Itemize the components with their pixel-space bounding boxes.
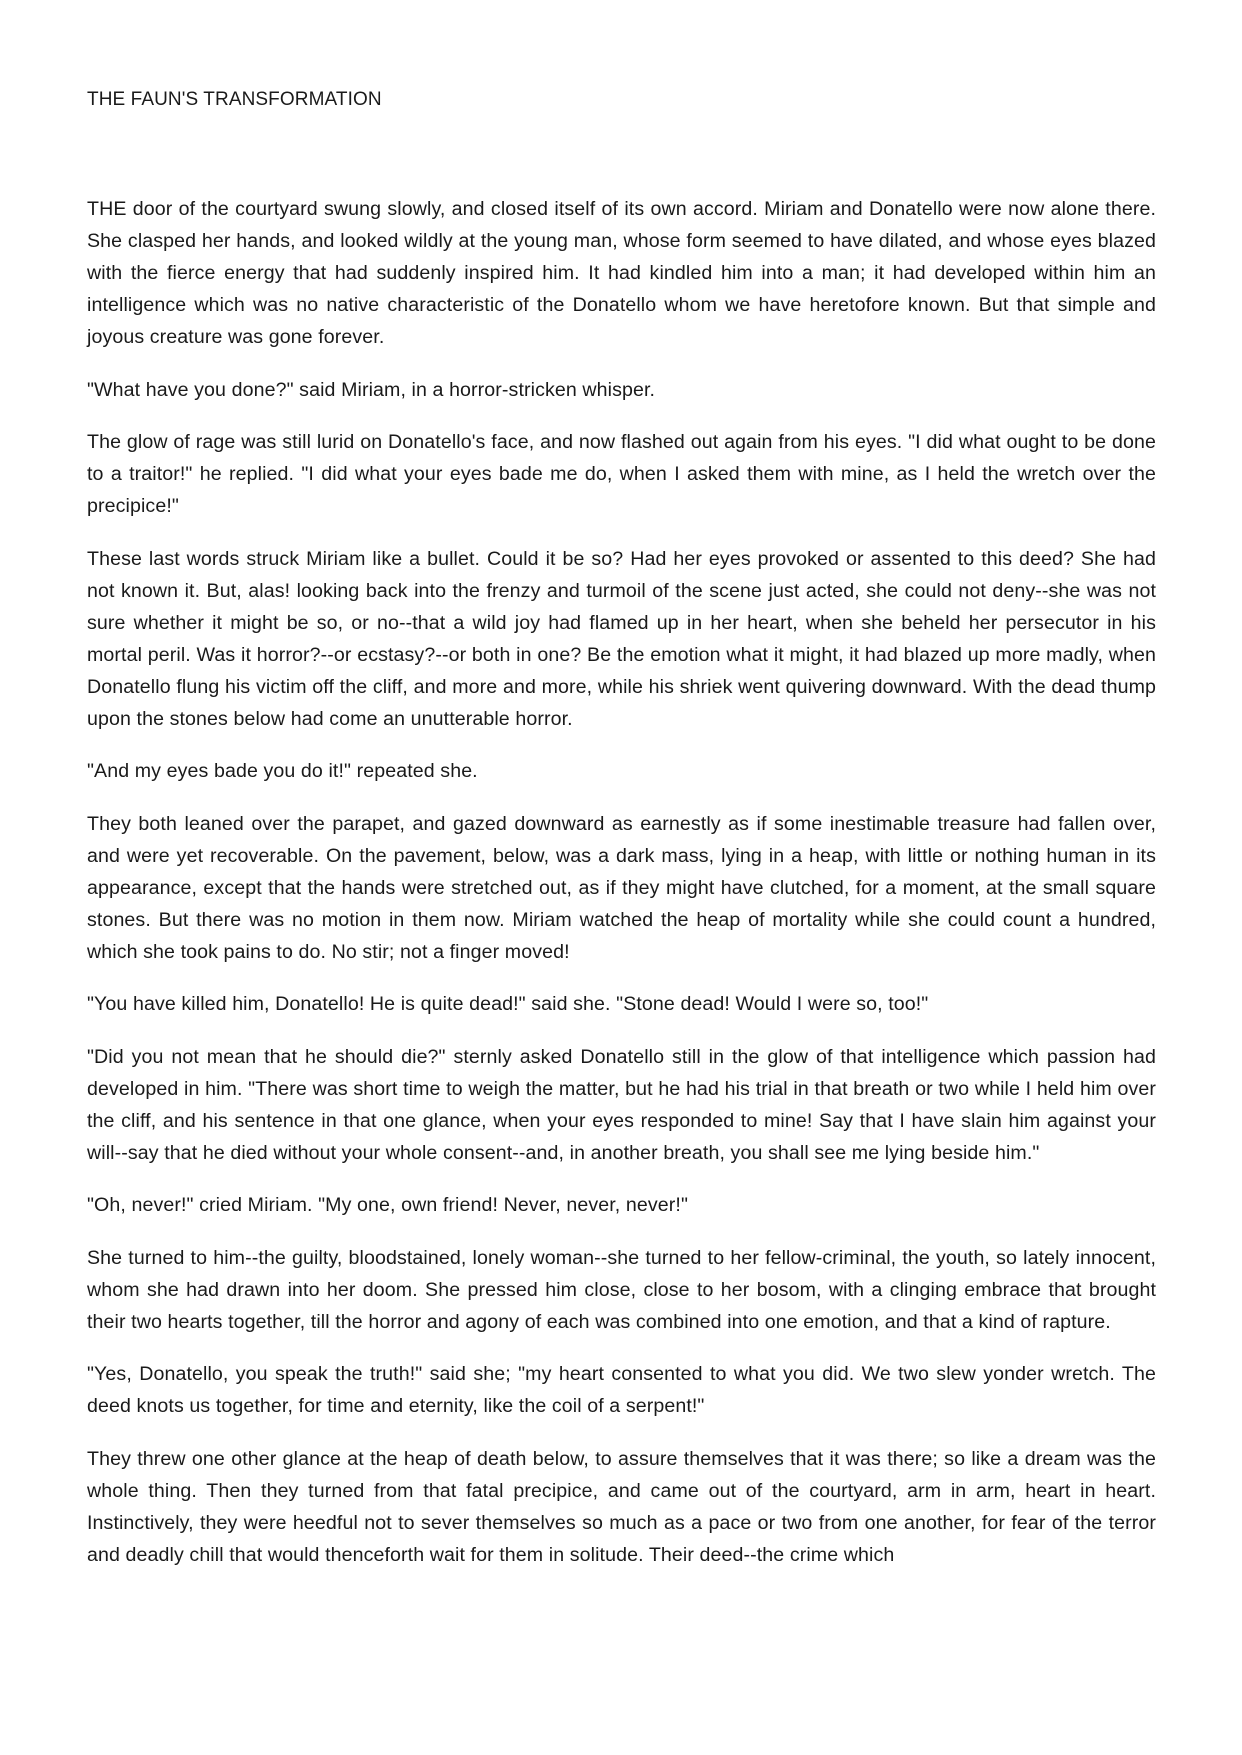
paragraph-10: She turned to him--the guilty, bloodstained, lonely woman--she turned to her fellow-criminal, the youth, so lately innocent, whom she had drawn into her doom. She pressed him close, close to her bosom, with a clinging embrace that brought their two hearts together, till the horror and agony of each was combined into one emotion, and that a kind of rapture. [87, 1246, 1156, 1333]
paragraph-12: They threw one other glance at the heap of death below, to assure themselves that it was there; so like a dream was the whole thing. Then they turned from that fatal precipice, and came out of the courtyard, arm in arm, heart in heart. Instinctively, they were heedful not to sever themselves so much as a pace or two from one another, for fear of the terror and deadly chill that would thenceforth wait for them in solitude. Their deed--the crime which [87, 1447, 1156, 1566]
paragraph-6: They both leaned over the parapet, and gazed downward as earnestly as if some inestimable treasure had fallen over, and were yet recoverable. On the pavement, below, was a dark mass, lying in a heap, with little or nothing human in its appearance, except that the hands were stretched out, as if they might have clutched, for a moment, at the small square stones. But there was no motion in them now. Miriam watched the heap of mortality while she could count a hundred, which she took pains to do. No stir; not a finger moved! [87, 812, 1156, 963]
paragraph-8: "Did you not mean that he should die?" sternly asked Donatello still in the glow of that intelligence which passion had developed in him. "There was short time to weigh the matter, but he had his trial in that breath or two while I held him over the cliff, and his sentence in that one glance, when your eyes responded to mine! Say that I have slain him against your will--say that he died without your whole consent--and, in another breath, you shall see me lying beside him." [87, 1045, 1156, 1164]
paragraph-9: "Oh, never!" cried Miriam. "My one, own friend! Never, never, never!" [87, 1194, 688, 1216]
paragraph-7: "You have killed him, Donatello! He is quite dead!" said she. "Stone dead! Would I were so, too!" [87, 993, 929, 1015]
paragraph-11: "Yes, Donatello, you speak the truth!" said she; "my heart consented to what you did. We two slew yonder wretch. The deed knots us together, for time and eternity, like the coil of a serpent!" [87, 1363, 1156, 1417]
paragraph-3: The glow of rage was still lurid on Donatello's face, and now flashed out again from his eyes. "I did what ought to be done to a traitor!" he replied. "I did what your eyes bade me do, when I asked them with mine, as I held the wretch over the precipice!" [87, 431, 1156, 517]
paragraph-1: THE door of the courtyard swung slowly, and closed itself of its own accord. Miriam and Donatello were now alone there. She clasped her hands, and looked wildly at the young man, whose form seemed to have dilated, and whose eyes blazed with the fierce energy that had suddenly inspired him. It had kindled him into a man; it had developed within him an intelligence which was no native characteristic of the Donatello whom we have heretofore known. But that simple and joyous creature was gone forever. [87, 198, 1156, 348]
paragraph-5: "And my eyes bade you do it!" repeated she. [87, 760, 478, 782]
paragraph-2: "What have you done?" said Miriam, in a horror-stricken whisper. [87, 378, 656, 401]
document-body [87, 193, 1156, 1591]
page-title: THE FAUN'S TRANSFORMATION [87, 89, 382, 110]
paragraph-4: These last words struck Miriam like a bullet. Could it be so? Had her eyes provoked or assented to this deed? She had not known it. But, alas! looking back into the frenzy and turmoil of the scene just acted, she could not deny--she was not sure whether it might be so, or no--that a wild joy had flamed up in her heart, when she beheld her persecutor in his mortal peril. Was it horror?--or ecstasy?--or both in one? Be the emotion what it might, it had blazed up more madly, when Donatello flung his victim off the cliff, and more and more, while his shriek went quivering downward. With the dead thump upon the stones below had come an unutterable horror. [87, 547, 1156, 730]
